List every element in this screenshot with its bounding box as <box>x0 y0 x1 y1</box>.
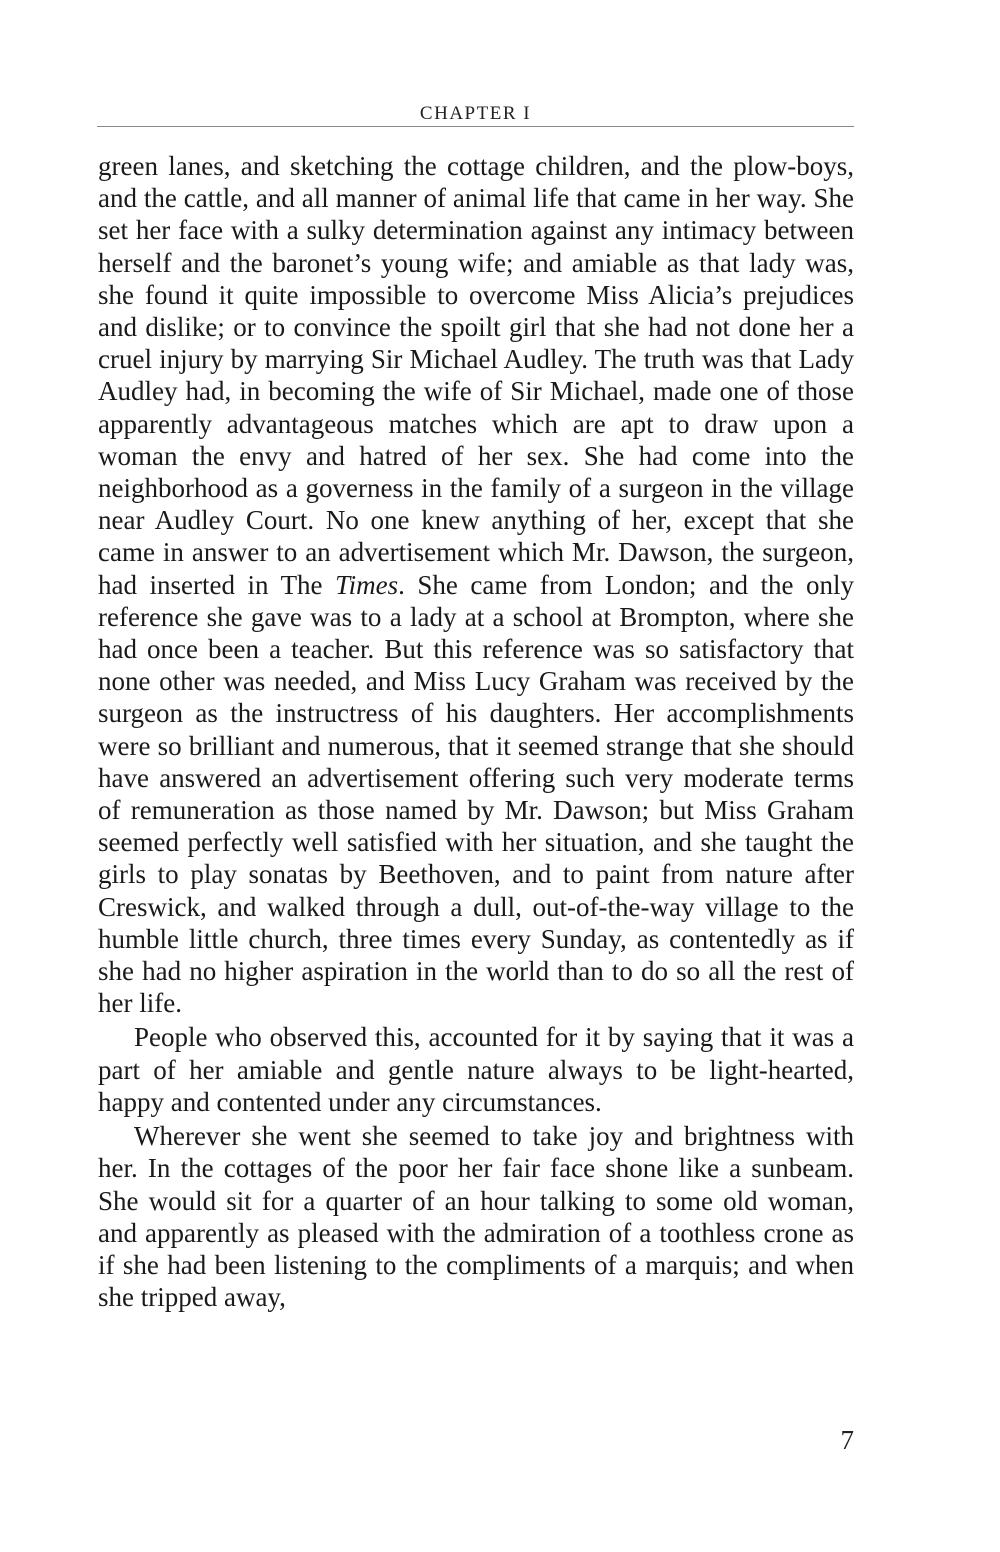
paragraph-1 <box>98 150 854 1019</box>
paragraph-1-text-b: . She came from London; and the only reference she gave was to a lady at a school at Brompton, where she had once been a teacher. But this reference was so satisfactory that none other was needed, and Miss Lucy Graham was received by the surgeon as the instructress of his daughters. Her accomplishments were so brilliant and numerous, that it seemed strange that she should have answered an advertisement offering such very moderate terms of remuneration as those named by Mr. Dawson; but Miss Graham seemed perfectly well satisfied with her situation, and she taught the girls to play sonatas by Beethoven, and to paint from nature after Creswick, and walked through a dull, out-of-the-way village to the humble little church, three times every Sunday, as contentedly as if she had no higher aspiration in the world than to do so all the rest of her life. <box>98 569 854 1019</box>
paragraph-1-text-a: green lanes, and sketching the cottage children, and the plow-boys, and the cattle, and all manner of animal life that came in her way. She set her face with a sulky determination against any intimacy between herself and the baronet’s young wife; and amiable as that lady was, she found it quite impossible to overcome Miss Alicia’s prejudices and dislike; or to convince the spoilt girl that she had not done her a cruel injury by marrying Sir Michael Audley. The truth was that Lady Audley had, in becoming the wife of Sir Michael, made one of those apparently advantageous matches which are apt to draw upon a woman the envy and hatred of her sex. She had come into the neighborhood as a governess in the family of a surgeon in the village near Audley Court. No one knew anything of her, except that she came in answer to an advertisement which Mr. Dawson, the surgeon, had inserted in The <box>98 151 854 600</box>
italic-times: Times <box>335 569 399 600</box>
paragraph-2: People who observed this, accounted for it by saying that it was a part of her amiable and gentle nature always to be light-hearted, happy and contented under any circumstances. <box>98 1022 854 1117</box>
page-body-text <box>98 150 854 1313</box>
header-rule <box>97 126 854 127</box>
paragraph-3: Wherever she went she seemed to take joy and brightness with her. In the cottages of the poor her fair face shone like a sunbeam. She would sit for a quarter of an hour talking to some old woman, and apparently as pleased with the admiration of a toothless crone as if she had been listening to the compliments of a marquis; and when she tripped away, <box>98 1121 854 1313</box>
running-head: CHAPTER I <box>419 103 532 124</box>
page-number: 7 <box>840 1425 854 1455</box>
